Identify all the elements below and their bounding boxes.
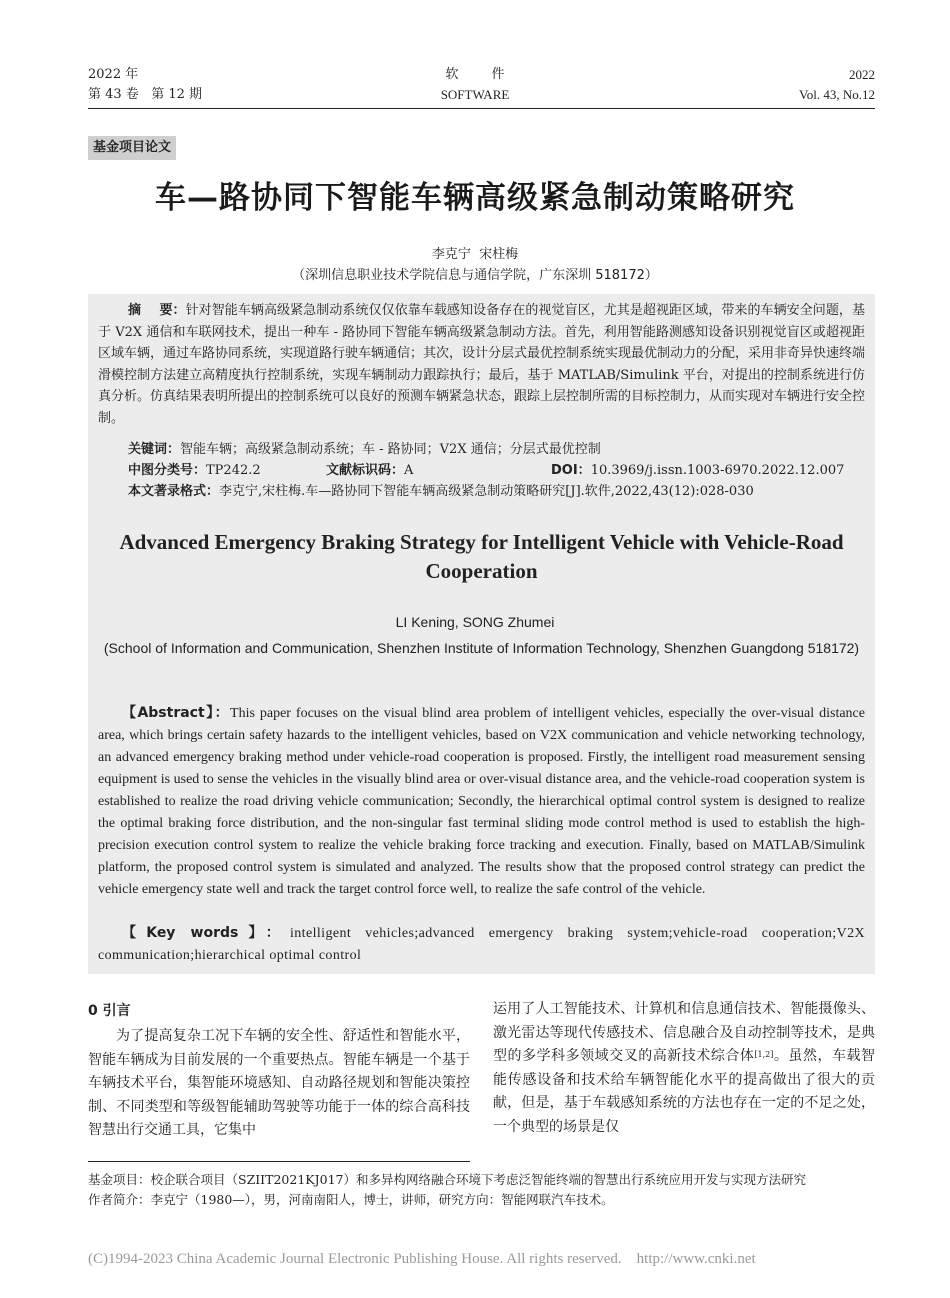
keywords-en <box>98 922 865 967</box>
affiliation: （深圳信息职业技术学院信息与通信学院，广东深圳 518172） <box>292 268 658 283</box>
keywords-cn-text: 智能车辆；高级紧急制动系统；车 - 路协同；V2X 通信；分层式最优控制 <box>180 442 601 457</box>
header-vol-no: Vol. 43, No.12 <box>799 87 875 102</box>
footnote-fund: 基金项目：校企联合项目（SZIIT2021KJ017）和多异构网络融合环境下考虑泛智能终端的智慧出行系统应用开发与实现方法研究 <box>88 1172 806 1187</box>
clc-number <box>128 461 261 481</box>
section-tag: 基金项目论文 <box>88 136 176 160</box>
abstract-en <box>98 702 865 901</box>
doc-code-label: 文献标识码： <box>326 463 405 478</box>
header-year: 2022 年 <box>88 67 139 82</box>
doi-value: 10.3969/j.issn.1003-6970.2022.12.007 <box>590 463 845 478</box>
clc-value: TP242.2 <box>206 463 261 478</box>
doi-label: DOI： <box>551 463 591 478</box>
clc-label: 中图分类号： <box>128 463 207 478</box>
section-heading-intro: 0 引言 <box>88 1003 131 1019</box>
intro-right-text-a: 运用了人工智能技术、计算机和信息通信技术、智能摄像头、激光雷达等现代传感技术、信息融合及自动控制等技术，是典型的多学科多领域交叉的高新技术综合体 <box>493 1001 875 1065</box>
english-title: Advanced Emergency Braking Strategy for Intelligent Vehicle with Vehicle-Road Cooperation <box>119 530 844 583</box>
footnote-author: 作者简介：李克宁（1980—），男，河南南阳人，博士，讲师，研究方向：智能网联汽车技术。 <box>88 1192 614 1207</box>
abstract-en-text: This paper focuses on the visual blind area problem of intelligent vehicles, especially the over-visual distance area, which brings certain safety hazards to the intelligent vehicles, based on V2X communication and vehicle networking technology, an advanced emergency braking method under vehicle-road cooperation is proposed. Firstly, the intelligent road measurement sensing equipment is used to sense the vehicles in the visually blind area or over-visual distance area, and the vehicle-road cooperation system is established to realize the road driving vehicle communication; Secondly, the hierarchical optimal control system is designed to realize the optimal braking force distribution, and the non-singular fast terminal sliding mode control method is used to establish the high-precision execution control system to realize the vehicle braking force tracking and execution. Finally, based on MATLAB/Simulink platform, the proposed control system is simulated and analyzed. The results show that the proposed control strategy can predict the vehicle emergency state well and track the target control force well, to realize the safe control of the vehicle. <box>98 706 865 897</box>
header-year-right: 2022 <box>849 67 875 82</box>
keywords-en-text: intelligent vehicles;advanced emergency braking system;vehicle-road cooperation;V2X communication;hierarchical optimal control <box>98 926 865 963</box>
document-code <box>326 461 413 481</box>
paper-title: 车—路协同下智能车辆高级紧急制动策略研究 <box>155 180 795 216</box>
doi <box>551 461 844 481</box>
footnote-rule <box>88 1161 470 1162</box>
doc-code-value: A <box>404 463 414 478</box>
abstract-cn-label: 摘 要： <box>128 303 186 318</box>
english-authors: LI Kening, SONG Zhumei <box>395 614 555 630</box>
header-volume-issue: 第 43 卷 第 12 期 <box>88 87 203 102</box>
header-journal-cn: 软 件 <box>445 67 505 82</box>
english-affiliation: (School of Information and Communication, Shenzhen Institute of Information Technology, Shenzhen Guangdong 518172) <box>103 640 860 656</box>
abstract-en-label: 【Abstract】： <box>122 705 231 721</box>
citation-text: 李克宁,宋柱梅.车—路协同下智能车辆高级紧急制动策略研究[J].软件,2022,43(12):028-030 <box>219 484 754 499</box>
intro-left-column: 为了提高复杂工况下车辆的安全性、舒适性和智能水平，智能车辆成为目前发展的一个重要热点。智能车辆是一个基于车辆技术平台，集智能环境感知、自动路径规划和智能决策控制、不同类型和等级智能辅助驾驶等功能于一体的综合高科技智慧出行交通工具，它集中 <box>88 1028 470 1139</box>
abstract-cn-text: 针对智能车辆高级紧急制动系统仅仅依靠车载感知设备存在的视觉盲区，尤其是超视距区域，带来的车辆安全问题，基于 V2X 通信和车联网技术，提出一种车 - 路协同下智能车辆高级紧急制动方法。首先，利用智能路测感知设备识别视觉盲区或超视距区域车辆，通过车路协同系统，实现道路行驶车辆通信；其次，设计分层式最优控制系统实现最优制动力的分配，采用非奇异快速终端滑模控制方法建立高精度执行控制系统，实现车辆制动力跟踪执行；最后，基于 MATLAB/Simulink 平台，对提出的控制系统进行仿真分析。仿真结果表明所提出的控制系统可以良好的预测车辆紧急状态，跟踪上层控制所需的目标控制力，从而实现对车辆进行安全控制。 <box>98 303 866 426</box>
intro-right-column <box>493 998 875 1140</box>
abstract-cn <box>98 300 865 429</box>
header-rule <box>88 108 875 109</box>
citation-ref: [1,2] <box>754 1050 774 1060</box>
copyright-watermark: (C)1994-2023 China Academic Journal Electronic Publishing House. All rights reserved. http://www.cnki.net <box>88 1251 756 1267</box>
keywords-cn <box>128 440 601 460</box>
keywords-en-label: 【Key words】： <box>122 925 290 941</box>
authors: 李克宁 宋柱梅 <box>431 247 519 262</box>
citation-format <box>128 482 754 502</box>
intro-right-text-b: 。虽然，车载智能传感设备和技术给车辆智能化水平的提高做出了很大的贡献，但是，基于车载感知系统的方法也存在一定的不足之处，一个典型的场景是仅 <box>493 1048 876 1135</box>
header-journal-en: SOFTWARE <box>440 87 510 102</box>
citation-label: 本文著录格式： <box>128 484 220 499</box>
keywords-cn-label: 关键词： <box>128 442 181 457</box>
